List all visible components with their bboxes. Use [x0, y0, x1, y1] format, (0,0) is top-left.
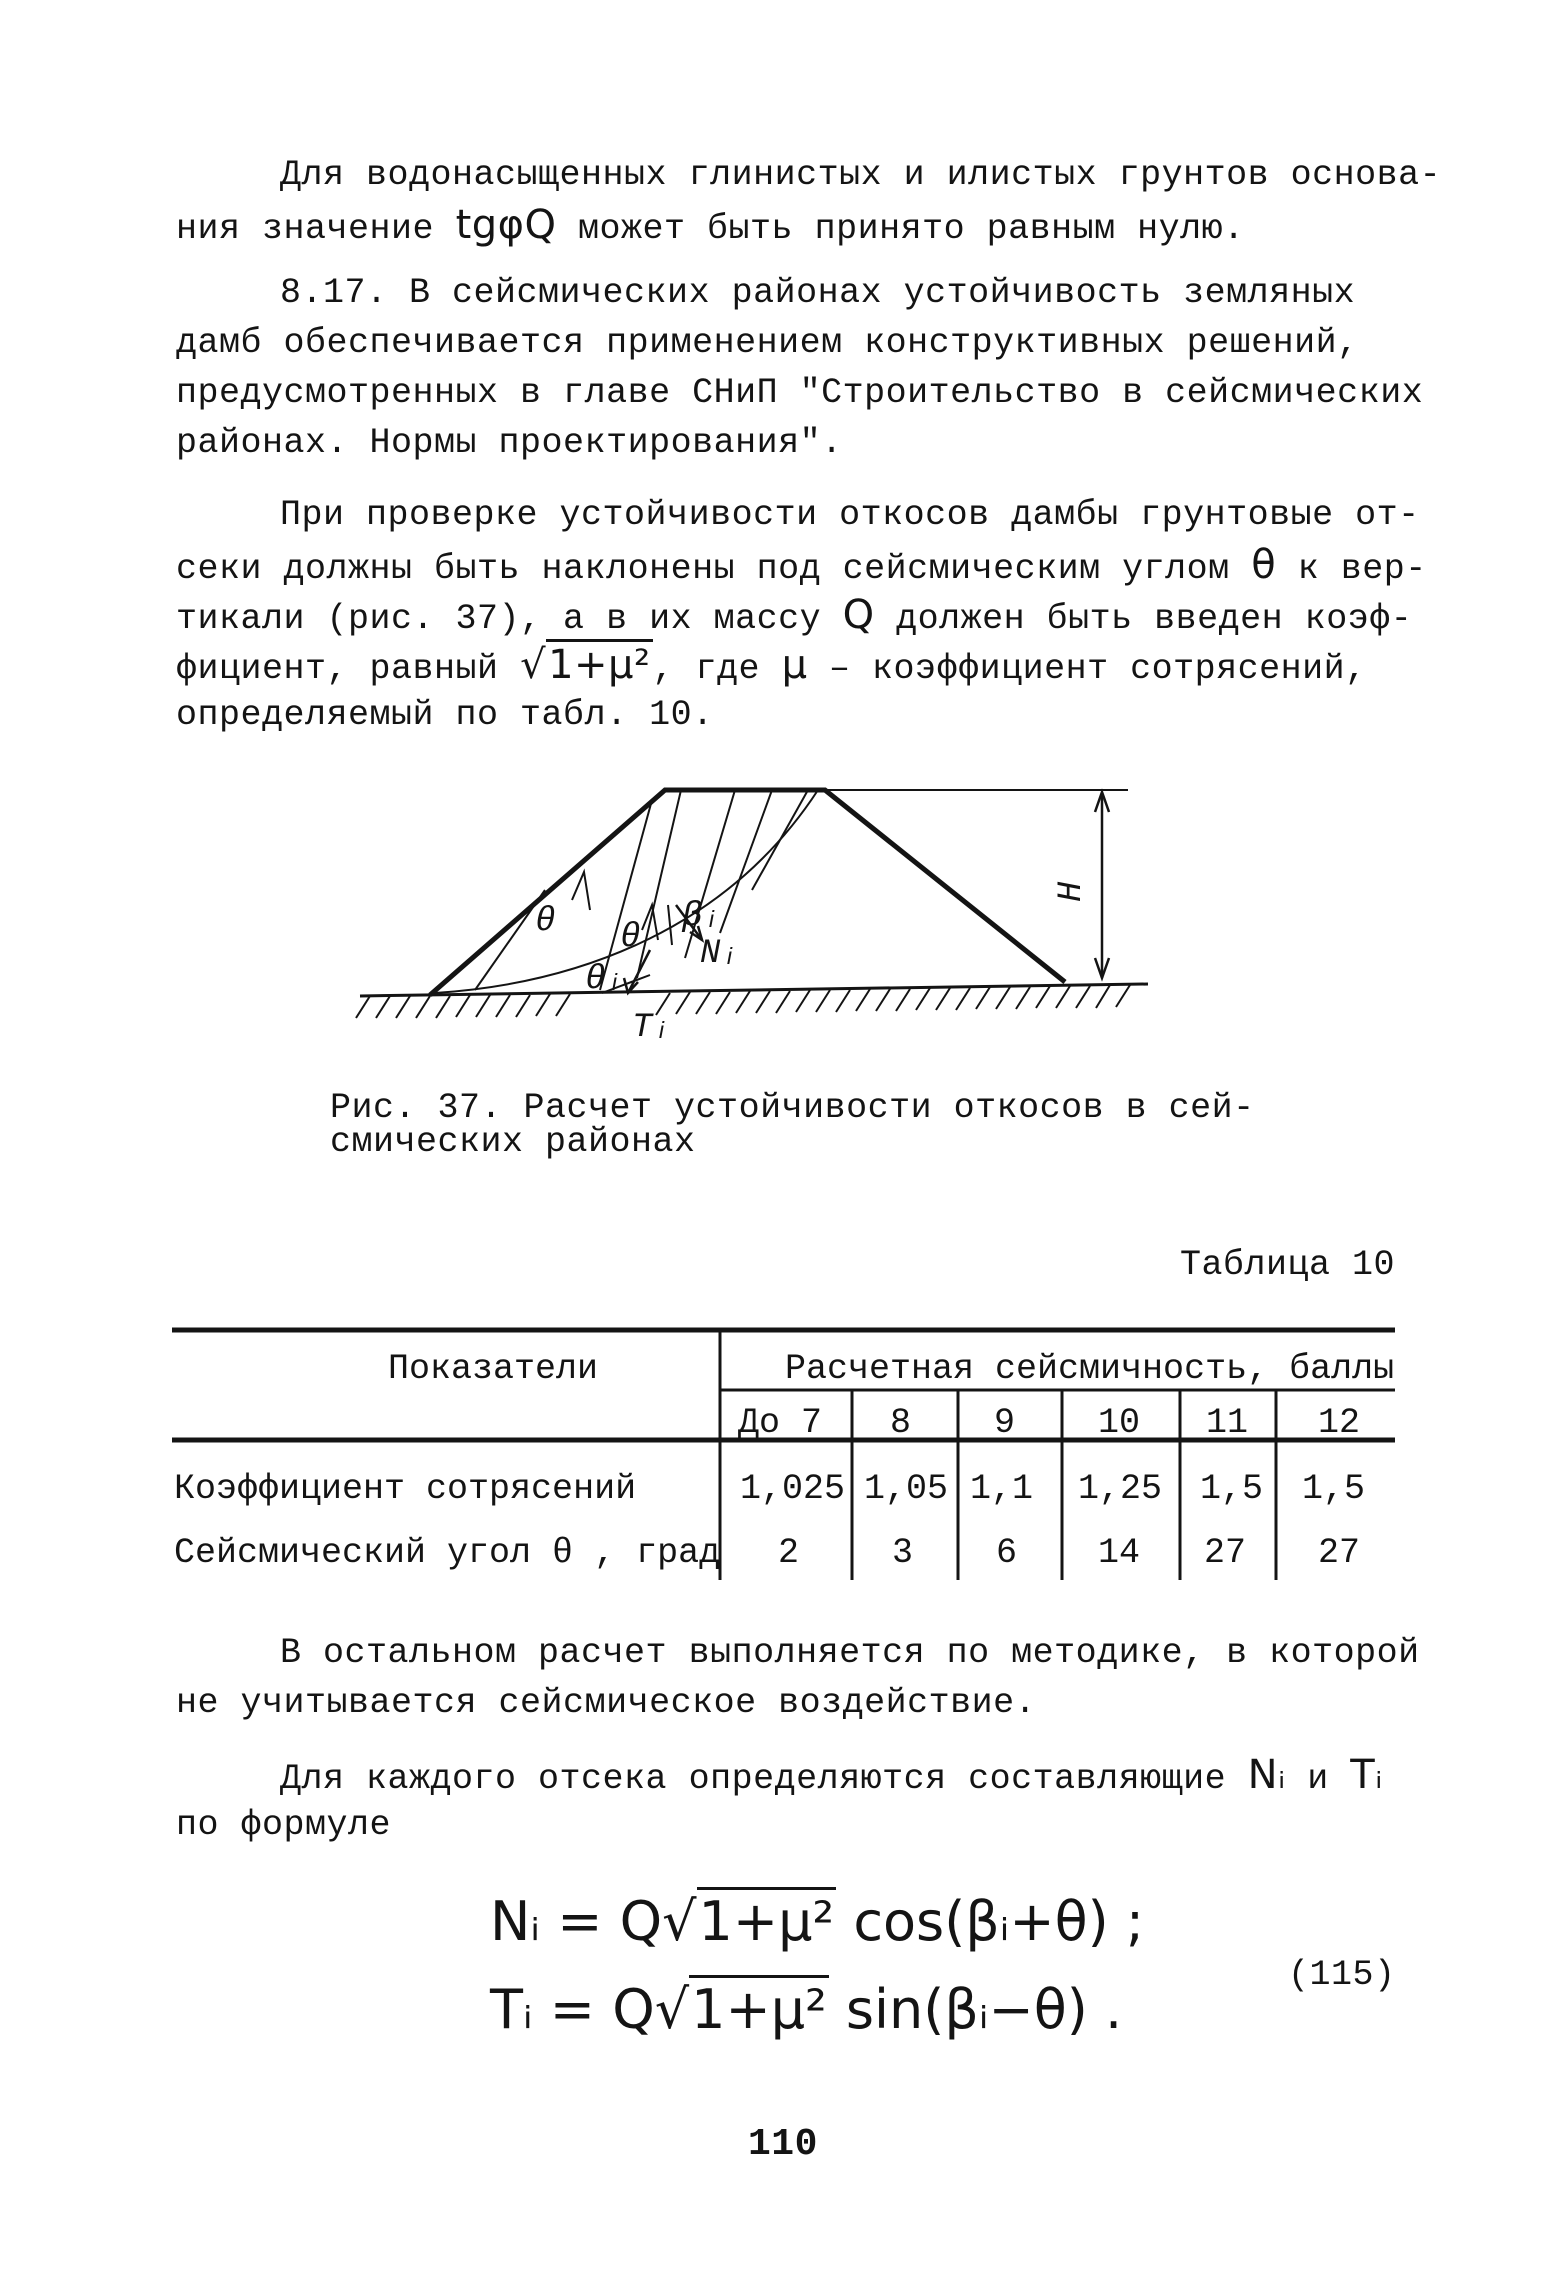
- table-col-header-do7: До 7: [738, 1403, 823, 1443]
- figure-label-beta-i: βᵢ: [682, 898, 723, 936]
- figure-label-theta-2: θ: [620, 919, 641, 957]
- page-number: 110: [748, 2123, 818, 2166]
- sqrt-radicand: 1+μ²: [697, 1887, 837, 1953]
- formula-line-2: [490, 1978, 1122, 2041]
- theta-symbol: θ: [1251, 542, 1277, 588]
- dam-outline: [430, 790, 1065, 995]
- table-cell: 2: [778, 1533, 800, 1573]
- formula-1-lhs: Nᵢ = Q: [490, 1890, 663, 1953]
- table-cell: 27: [1204, 1533, 1247, 1573]
- figure-label-h: H: [1053, 881, 1091, 902]
- table-row-label-seismic-angle: Сейсмический угол θ , град: [174, 1533, 721, 1573]
- table-cell: 27: [1318, 1533, 1361, 1573]
- text-run: , где: [652, 649, 761, 689]
- paragraph-2-line-1: 8.17. В сейсмических районах устойчивость земляных: [280, 273, 1356, 313]
- paragraph-3-line-5: определяемый по табл. 10.: [176, 695, 714, 735]
- figure-37-dam-diagram: [0, 0, 1566, 1080]
- paragraph-4-line-1: В остальном расчет выполняется по методике, в которой: [280, 1633, 1420, 1673]
- text-run: может быть принято равным нулю.: [578, 209, 1245, 249]
- text-run: ния значение: [176, 209, 435, 249]
- paragraph-5-line-1: [280, 1750, 1383, 1804]
- figure-caption-line-1: Рис. 37. Расчет устойчивости откосов в сей-: [330, 1088, 1255, 1128]
- formula-number: (115): [1288, 1955, 1396, 1995]
- theta-angle-mark-1: [572, 872, 590, 910]
- table-cell: 14: [1098, 1533, 1141, 1573]
- table-cell: 3: [892, 1533, 914, 1573]
- formula-line-1: [490, 1890, 1144, 1953]
- text-run: к вер-: [1297, 549, 1427, 589]
- t-i-symbol: Tᵢ: [1350, 1752, 1383, 1798]
- figure-caption-line-2: смических районах: [330, 1122, 696, 1162]
- table-cell: 1,5: [1200, 1469, 1264, 1509]
- formula-2-rhs: sin(βᵢ−θ) .: [845, 1978, 1123, 2041]
- table-cell: 6: [996, 1533, 1018, 1573]
- sqrt-radicand: 1+μ²: [689, 1975, 829, 2041]
- figure-label-t-i: Tᵢ: [632, 1009, 673, 1047]
- text-run: – коэффициент сотрясений,: [829, 649, 1367, 689]
- tg-phi-q-symbol: tgφQ: [455, 202, 557, 248]
- table-col-header-12: 12: [1318, 1403, 1361, 1443]
- paragraph-2-line-3: предусмотренных в главе СНиП "Строительство в сейсмических: [176, 373, 1424, 413]
- beta-arrow: [668, 905, 672, 945]
- table-col-header-8: 8: [890, 1403, 912, 1443]
- sqrt-sign: √: [662, 1890, 697, 1953]
- paragraph-5-line-2: по формуле: [176, 1805, 392, 1845]
- table-column-header: Показатели: [388, 1349, 599, 1389]
- table-cell: 1,025: [740, 1469, 846, 1509]
- paragraph-2-line-4: районах. Нормы проектирования".: [176, 423, 843, 463]
- slice-lines: [475, 790, 808, 990]
- table-cell: 1,1: [970, 1469, 1034, 1509]
- table-row-label-shock-coefficient: Коэффициент сотрясений: [174, 1469, 637, 1509]
- sqrt-sign: √: [520, 642, 547, 688]
- formula-2-lhs: Tᵢ = Q: [490, 1978, 655, 2041]
- paragraph-2-line-2: дамб обеспечивается применением конструктивных решений,: [176, 323, 1359, 363]
- text-run: тикали (рис. 37), а в их массу: [176, 599, 822, 639]
- paragraph-3-line-1: При проверке устойчивости откосов дамбы грунтовые от-: [280, 495, 1420, 535]
- sqrt-radicand: 1+μ²: [546, 639, 652, 688]
- text-run: секи должны быть наклонены под сейсмическим углом: [176, 549, 1230, 589]
- table-title: Таблица 10: [1180, 1245, 1396, 1285]
- text-run: Для каждого отсека определяются составляющие: [280, 1759, 1227, 1799]
- table-cell: 1,05: [864, 1469, 949, 1509]
- text-run: должен быть введен коэф-: [896, 599, 1413, 639]
- paragraph-4-line-2: не учитывается сейсмическое воздействие.: [176, 1683, 1037, 1723]
- table-group-header: Расчетная сейсмичность, баллы: [785, 1349, 1395, 1389]
- figure-label-theta-i: θᵢ: [585, 961, 626, 999]
- table-col-header-9: 9: [994, 1403, 1016, 1443]
- mu-symbol: μ: [781, 642, 808, 688]
- text-run: фициент, равный: [176, 649, 499, 689]
- q-symbol: Q: [842, 592, 875, 638]
- figure-label-theta-1: θ: [535, 903, 556, 941]
- paragraph-1-line-1: Для водонасыщенных глинистых и илистых грунтов основа-: [280, 155, 1442, 195]
- n-i-symbol: Nᵢ: [1247, 1752, 1286, 1798]
- table-cell: 1,25: [1078, 1469, 1163, 1509]
- formula-1-rhs: cos(βᵢ+θ) ;: [853, 1890, 1145, 1953]
- sqrt-sign: √: [654, 1978, 690, 2041]
- figure-label-n-i: Nᵢ: [700, 935, 741, 973]
- table-col-header-11: 11: [1206, 1403, 1249, 1443]
- text-run: и: [1307, 1759, 1329, 1799]
- table-col-header-10: 10: [1098, 1403, 1141, 1443]
- table-cell: 1,5: [1302, 1469, 1366, 1509]
